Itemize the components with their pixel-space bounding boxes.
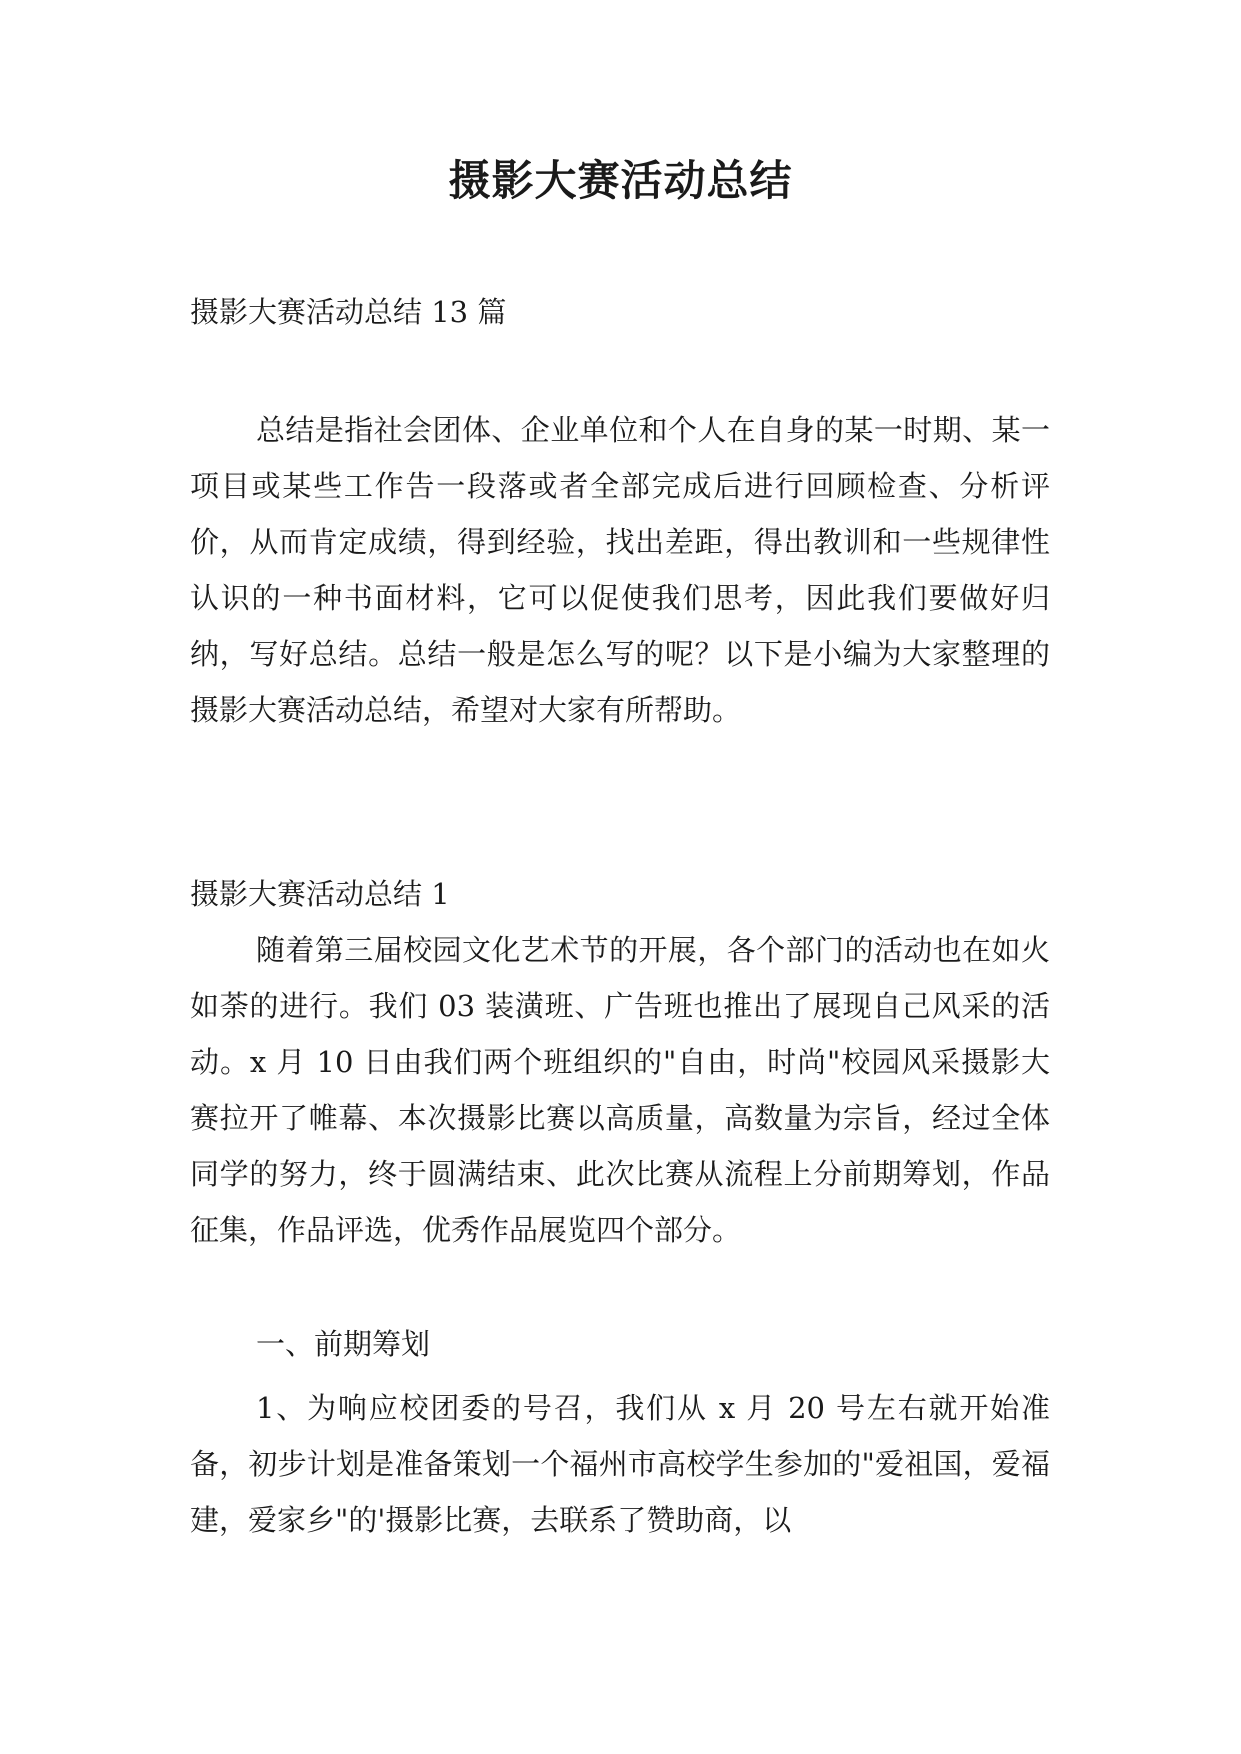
section-heading: 摄影大赛活动总结 1: [190, 877, 450, 911]
list-item-paragraph: 1、为响应校团委的号召，我们从 x 月 20 号左右就开始准备，初步计划是准备策划一个福州市高校学生参加的"爱祖国，爱福建，爱家乡"的'摄影比赛，去联系了赞助商，以: [190, 1391, 1050, 1537]
document-subtitle: 摄影大赛活动总结 13 篇: [190, 295, 507, 329]
sub-heading: 一、前期筹划: [256, 1327, 431, 1361]
section-paragraph: 随着第三届校园文化艺术节的开展，各个部门的活动也在如火如荼的进行。我们 03 装潢班、广告班也推出了展现自己风采的活动。x 月 10 日由我们两个班组织的"自由，时尚"校园风采摄影大赛拉开了帷幕、本次摄影比赛以高质量，高数量为宗旨，经过全体同学的努力，终于圆满结束、此次比赛从流程上分前期筹划，作品征集，作品评选，优秀作品展览四个部分。: [190, 933, 1050, 1247]
intro-paragraph: 总结是指社会团体、企业单位和个人在自身的某一时期、某一项目或某些工作告一段落或者全部完成后进行回顾检查、分析评价，从而肯定成绩，得到经验，找出差距，得出教训和一些规律性认识的一种书面材料，它可以促使我们思考，因此我们要做好归纳，写好总结。总结一般是怎么写的呢？以下是小编为大家整理的摄影大赛活动总结，希望对大家有所帮助。: [190, 413, 1050, 727]
document-title: 摄影大赛活动总结: [448, 156, 793, 205]
